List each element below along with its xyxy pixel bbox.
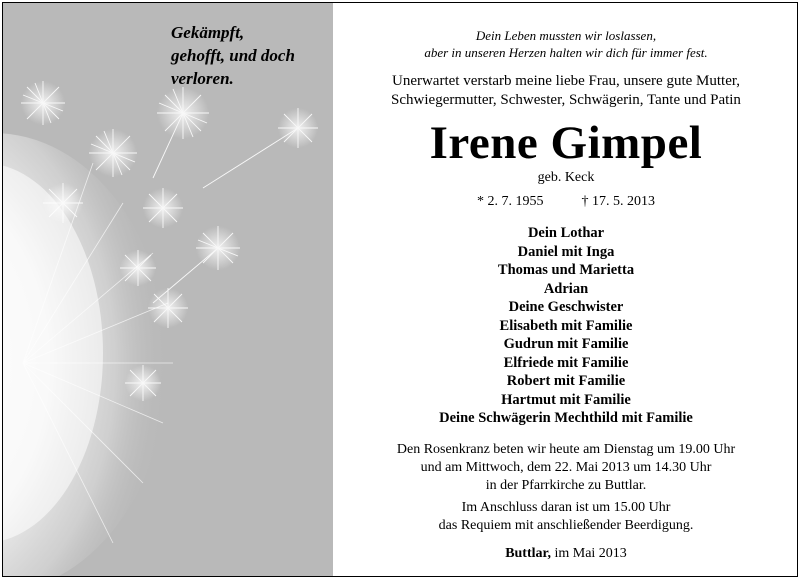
service-line: und am Mittwoch, dem 22. Mai 2013 um 14.30 Uhr	[420, 460, 712, 475]
quote-line: aber in unseren Herzen halten wir dich für immer fest.	[424, 45, 708, 60]
mourner: Deine Schwägerin Mechthild mit Familie	[439, 410, 693, 426]
death-date: † 17. 5. 2013	[581, 194, 655, 209]
birth-date: * 2. 7. 1955	[477, 194, 544, 209]
service-line: in der Pfarrkirche zu Buttlar.	[485, 478, 647, 493]
notice-text-column	[333, 3, 798, 576]
quote-line: Dein Leben mussten wir loslassen,	[475, 28, 657, 43]
mourner: Dein Lothar	[527, 225, 605, 241]
mourner: Thomas und Marietta	[497, 262, 635, 278]
quote	[333, 27, 798, 61]
service-line: Den Rosenkranz beten wir heute am Dienstag um 19.00 Uhr	[396, 442, 736, 457]
intro-text	[333, 72, 798, 110]
mourner: Robert mit Familie	[506, 373, 626, 389]
obituary-notice	[2, 2, 798, 577]
mourner: Adrian	[543, 280, 589, 297]
motto-line: Gekämpft,	[171, 23, 245, 42]
closing-date: im Mai 2013	[550, 546, 627, 561]
mourner: Hartmut mit Familie	[501, 391, 631, 408]
service-details	[333, 441, 798, 495]
motto-line: verloren.	[171, 69, 234, 88]
place-date	[333, 545, 798, 563]
mourner: Gudrun mit Familie	[503, 336, 629, 352]
mourner: Deine Geschwister	[508, 299, 624, 315]
motto	[171, 21, 331, 90]
mourners-list	[333, 224, 798, 428]
life-dates	[333, 193, 798, 211]
birth-name: geb. Keck	[537, 170, 595, 185]
dandelion-image-panel	[3, 3, 333, 576]
place-name: Buttlar,	[505, 546, 551, 561]
requiem-line: das Requiem mit anschließender Beerdigung.	[438, 518, 694, 533]
deceased-name: Irene Gimpel	[429, 117, 703, 169]
mourner: Daniel mit Inga	[517, 243, 615, 260]
requiem-details	[333, 499, 798, 535]
mourner: Elfriede mit Familie	[503, 354, 629, 371]
requiem-line: Im Anschluss daran ist um 15.00 Uhr	[461, 500, 671, 515]
intro-line: Schwiegermutter, Schwester, Schwägerin, Tante und Patin	[391, 92, 741, 108]
motto-line: gehofft, und doch	[171, 46, 295, 65]
intro-line: Unerwartet verstarb meine liebe Frau, unsere gute Mutter,	[391, 73, 741, 89]
mourner: Elisabeth mit Familie	[499, 317, 633, 334]
